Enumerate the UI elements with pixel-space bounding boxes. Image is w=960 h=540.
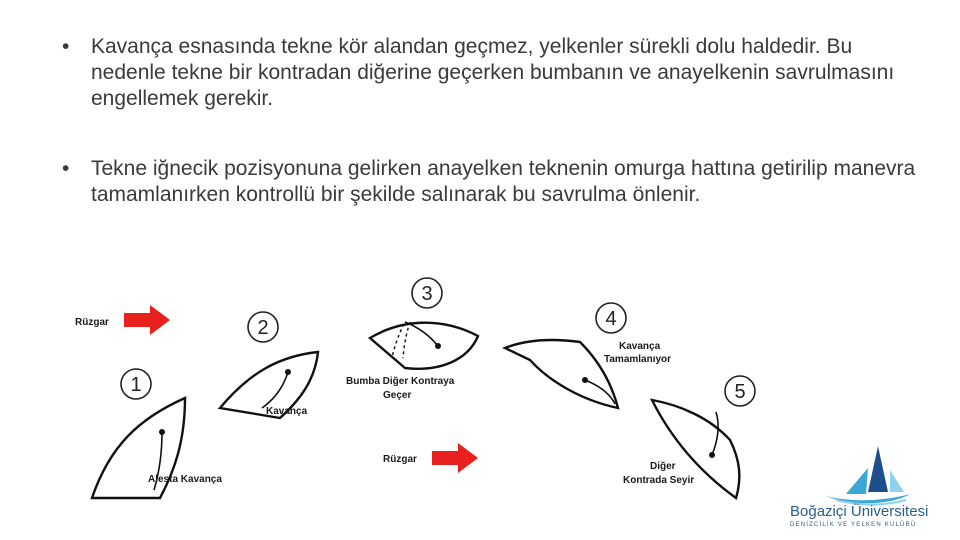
wind-arrow-icon — [432, 443, 478, 473]
step-number: 4 — [605, 308, 617, 330]
step-number: 1 — [130, 374, 142, 396]
wind-indicator-bottom — [383, 443, 478, 473]
step-number: 5 — [734, 381, 746, 403]
sailboat-logo-icon — [868, 446, 888, 492]
step-label: Alesta Kavança — [148, 474, 222, 485]
step-label: Geçer — [383, 390, 412, 401]
university-logo — [826, 446, 910, 505]
wind-arrow-icon — [124, 305, 170, 335]
boat-step-4 — [505, 303, 671, 408]
wind-indicator-top — [75, 305, 170, 335]
step-label: Tamamlanıyor — [604, 354, 672, 365]
wind-label: Rüzgar — [75, 317, 109, 328]
mast-icon — [159, 429, 165, 435]
step-label: Kavança — [266, 406, 308, 417]
bullet-marker: • — [62, 157, 70, 180]
step-label: Kontrada Seyir — [623, 475, 695, 486]
logo-subtitle: DENİZCİLİK VE YELKEN KULÜBÜ — [790, 522, 917, 528]
mast-icon — [709, 452, 715, 458]
boat-step-2 — [220, 312, 318, 418]
boat-step-5 — [623, 376, 755, 498]
wind-label: Rüzgar — [383, 454, 417, 465]
bullet-marker: • — [62, 35, 70, 58]
sailboat-logo-sail — [846, 468, 868, 494]
mast-icon — [435, 343, 441, 349]
boat-hull-icon — [505, 340, 618, 408]
mast-icon — [582, 377, 588, 383]
step-label: Bumba Diğer Kontraya — [346, 376, 455, 387]
mast-icon — [285, 369, 291, 375]
sailboat-logo-jib — [890, 470, 904, 492]
step-number: 3 — [421, 283, 433, 305]
boat-step-1 — [92, 369, 222, 498]
step-label: Kavança — [619, 341, 661, 352]
boat-hull-icon — [370, 323, 478, 369]
step-number: 2 — [257, 317, 269, 339]
step-label: Diğer — [650, 461, 676, 472]
boat-step-3 — [346, 278, 478, 401]
logo-name: Boğaziçi Üniversitesi — [790, 503, 929, 520]
bullet-text: Tekne iğnecik pozisyonuna gelirken anayelken teknenin omurga hattına getirilip manevra tamamlanırken kontrollü bir şekilde salınarak bu savrulma önlenir. — [91, 157, 916, 206]
bullet-text: Kavança esnasında tekne kör alandan geçmez, yelkenler sürekli dolu haldedir. Bu nedenle tekne bir kontradan diğerine geçerken bumbanın ve anayelkenin savrulmasını engellemek gerekir. — [91, 35, 895, 110]
